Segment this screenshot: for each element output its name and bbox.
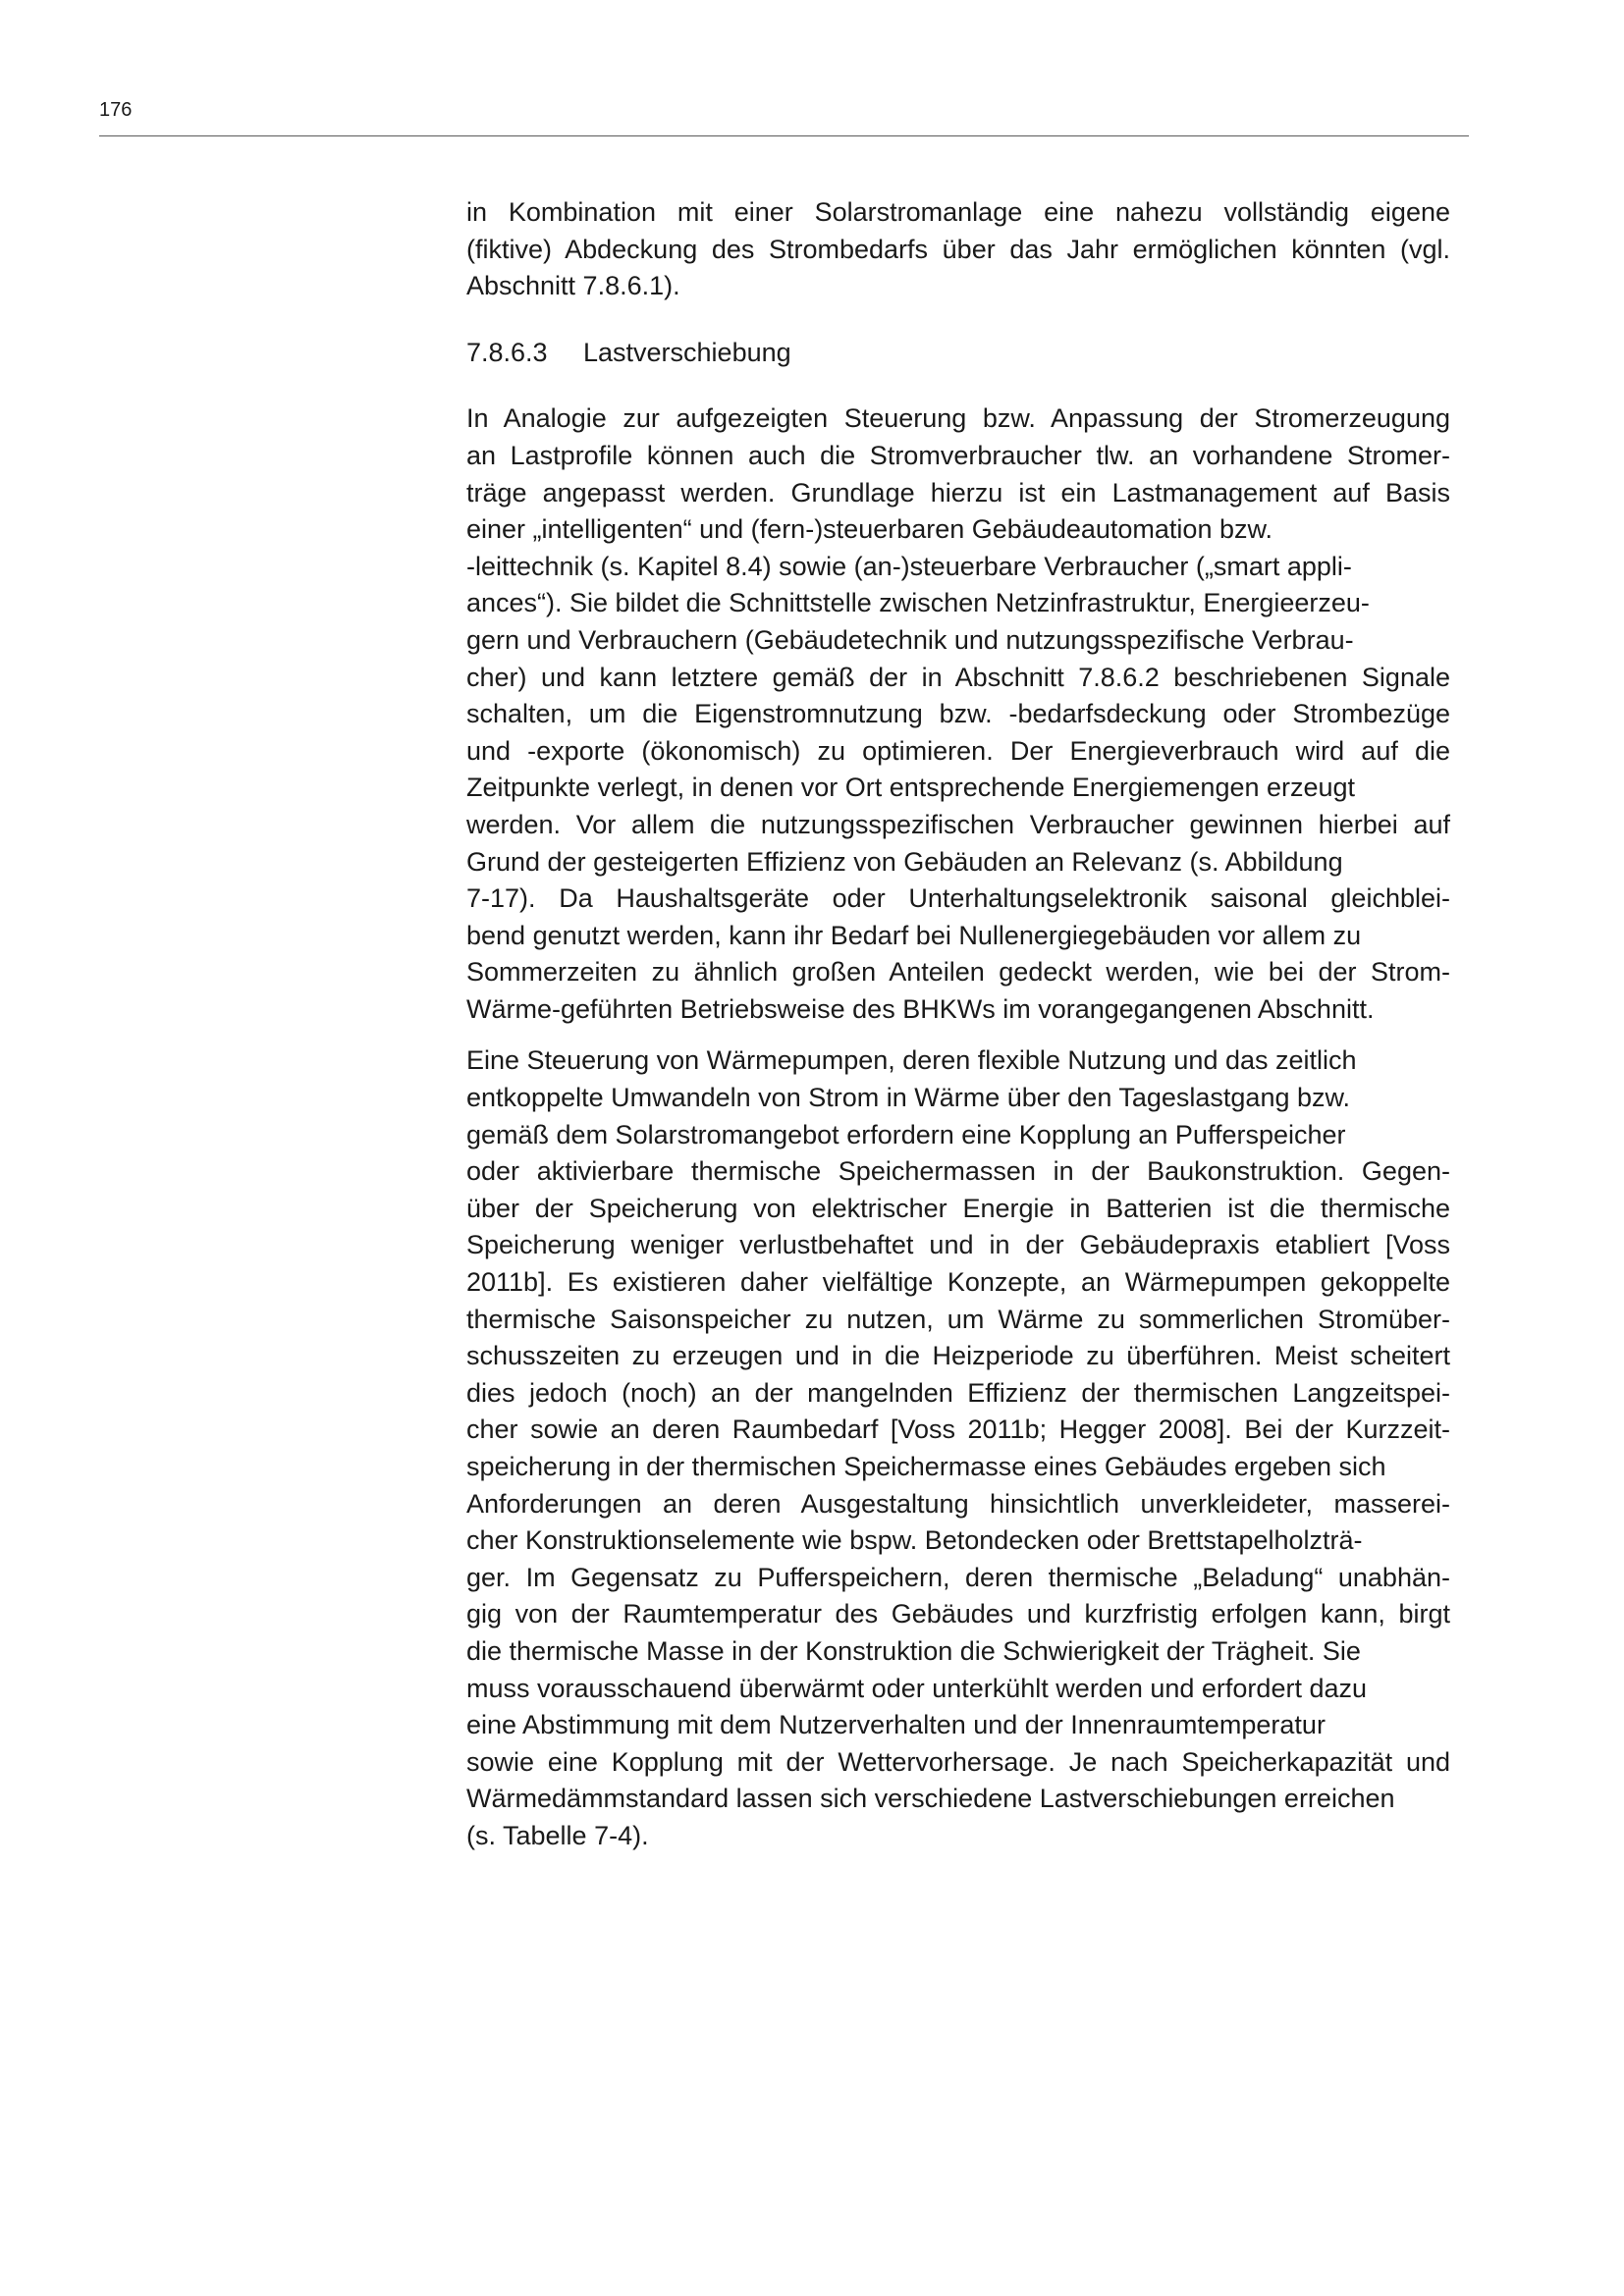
text-line: über der Speicherung von elektrischer Energie in Batterien ist die thermische [466,1193,1450,1223]
text-line: cher Konstruktionselemente wie bspw. Betondecken oder Brettstapelholzträ- [466,1525,1363,1556]
text-line: 2011b]. Es existieren daher vielfältige Konzepte, an Wärmepumpen gekoppelte [466,1267,1450,1298]
text-line: an Lastprofile können auch die Stromverbraucher tlw. an vorhandene Stromer- [466,440,1450,470]
text-line: Eine Steuerung von Wärmepumpen, deren flexible Nutzung und das zeitlich [466,1045,1357,1076]
text-line: entkoppelte Umwandeln von Strom in Wärme über den Tageslastgang bzw. [466,1083,1351,1113]
text-line: speicherung in der thermischen Speichermasse eines Gebäudes ergeben sich [466,1452,1386,1481]
text-line: und -exporte (ökonomisch) zu optimieren. Der Energieverbrauch wird auf die [466,735,1450,766]
text-line: in Kombination mit einer Solarstromanlage eine nahezu vollständig eigene [466,197,1450,227]
text-line: ances“). Sie bildet die Schnittstelle zwischen Netzinfrastruktur, Energieerzeu- [466,588,1370,618]
text-line: (fiktive) Abdeckung des Strombedarfs über das Jahr ermöglichen könnten (vgl. [466,234,1450,264]
text-line: schusszeiten zu erzeugen und in die Heizperiode zu überführen. Meist scheitert [466,1341,1450,1371]
text-line: muss vorausschauend überwärmt oder unterkühlt werden und erfordert dazu [466,1673,1367,1703]
page-number: 176 [99,99,133,121]
text-line: einer „intelligenten“ und (fern-)steuerbaren Gebäudeautomation bzw. [466,514,1272,545]
text-line: Grund der gesteigerten Effizienz von Gebäuden an Relevanz (s. Abbildung [466,846,1343,877]
text-line: Wärmedämmstandard lassen sich verschiedene Lastverschiebungen erreichen [466,1784,1395,1814]
text-line: (s. Tabelle 7-4). [466,1820,649,1850]
text-line: gemäß dem Solarstromangebot erfordern eine Kopplung an Pufferspeicher [466,1119,1346,1149]
text-line: ger. Im Gegensatz zu Pufferspeichern, deren thermische „Beladung“ unabhän- [466,1562,1450,1592]
body-text [466,194,1450,1855]
text-line: 7-17). Da Haushaltsgeräte oder Unterhaltungselektronik saisonal gleichblei- [466,883,1450,914]
text-line: werden. Vor allem die nutzungsspezifischen Verbraucher gewinnen hierbei auf [466,809,1450,839]
text-line: Abschnitt 7.8.6.1). [466,271,680,301]
text-line: thermische Saisonspeicher zu nutzen, um Wärme zu sommerlichen Stromüber- [466,1304,1450,1334]
text-line: schalten, um die Eigenstromnutzung bzw. -bedarfsdeckung oder Strombezüge [466,699,1450,729]
text-line: -leittechnik (s. Kapitel 8.4) sowie (an-)steuerbare Verbraucher („smart appli- [466,551,1352,581]
paragraph-heat-pumps [466,1042,1450,1854]
text-line: gig von der Raumtemperatur des Gebäudes und kurzfristig erfolgen kann, birgt [466,1599,1450,1629]
text-line: eine Abstimmung mit dem Nutzerverhalten und der Innenraumtemperatur [466,1710,1326,1740]
text-line: sowie eine Kopplung mit der Wettervorhersage. Je nach Speicherkapazität und [466,1746,1450,1777]
text-line: bend genutzt werden, kann ihr Bedarf bei Nullenergiegebäuden vor allem zu [466,920,1362,950]
text-line: Wärme-geführten Betriebsweise des BHKWs im vorangegangenen Abschnitt. [466,993,1375,1024]
intro-paragraph [466,194,1450,305]
text-line: Anforderungen an deren Ausgestaltung hinsichtlich unverkleideter, masserei- [466,1488,1450,1519]
text-line: oder aktivierbare thermische Speichermassen in der Baukonstruktion. Gegen- [466,1156,1450,1187]
text-line: die thermische Masse in der Konstruktion die Schwierigkeit der Trägheit. Sie [466,1635,1361,1666]
section-title: Lastverschiebung [583,337,791,367]
header-rule [99,135,1469,136]
text-line: cher sowie an deren Raumbedarf [Voss 2011b; Hegger 2008]. Bei der Kurzzeit- [466,1415,1450,1445]
text-line: Zeitpunkte verlegt, in denen vor Ort entsprechende Energiemengen erzeugt [466,773,1356,803]
section-number: 7.8.6.3 [466,337,548,367]
text-line: dies jedoch (noch) an der mangelnden Effizienz der thermischen Langzeitspei- [466,1377,1450,1408]
text-line: träge angepasst werden. Grundlage hierzu ist ein Lastmanagement auf Basis [466,477,1450,507]
text-line: Speicherung weniger verlustbehaftet und in der Gebäudepraxis etabliert [Voss [466,1230,1450,1260]
text-line: Sommerzeiten zu ähnlich großen Anteilen gedeckt werden, wie bei der Strom- [466,957,1450,988]
text-line: cher) und kann letztere gemäß der in Abschnitt 7.8.6.2 beschriebenen Signale [466,662,1450,692]
section-heading [466,335,1450,372]
text-line: In Analogie zur aufgezeigten Steuerung bzw. Anpassung der Stromerzeugung [466,403,1450,434]
paragraph-load-management [466,400,1450,1028]
text-line: gern und Verbrauchern (Gebäudetechnik und nutzungsspezifische Verbrau- [466,624,1354,655]
